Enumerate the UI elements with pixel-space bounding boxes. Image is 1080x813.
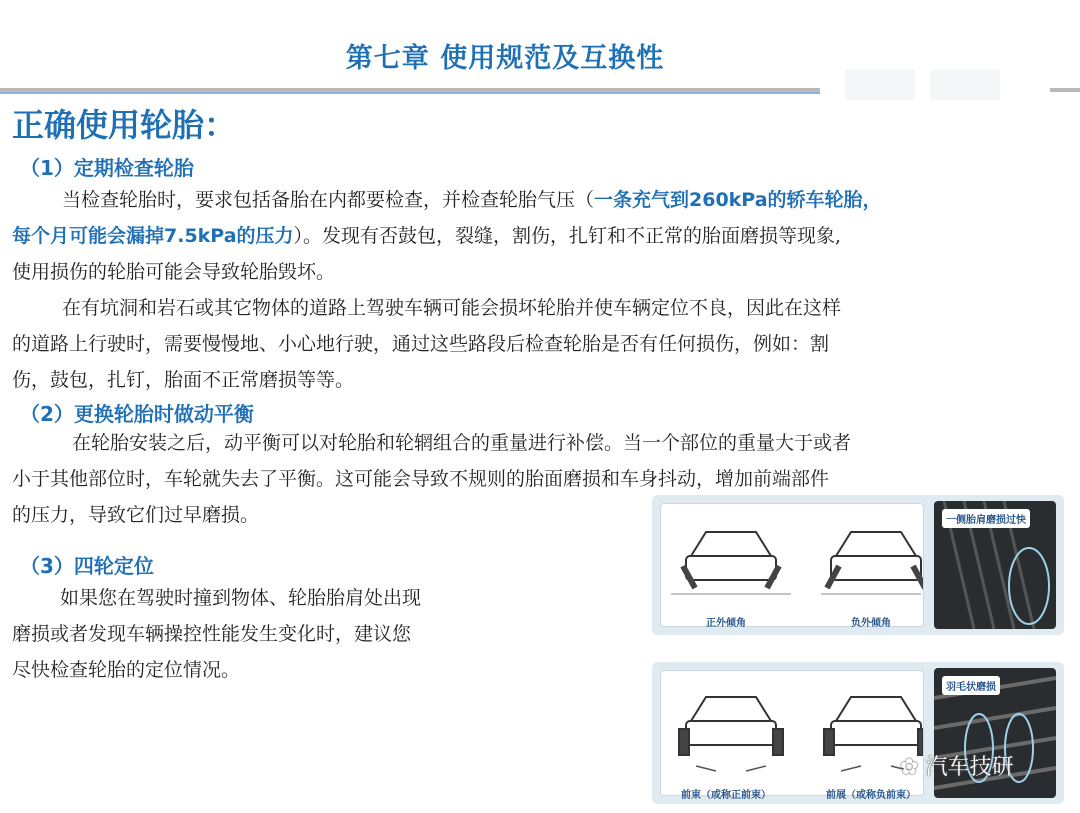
section-1-text: ）。发现有否鼓包，裂缝，割伤，扎钉和不正常的胎面磨损等现象, xyxy=(293,225,842,247)
header-decoration xyxy=(930,70,1000,100)
tire-wear-photo xyxy=(934,501,1056,629)
section-2-text: 在轮胎安装之后，动平衡可以对轮胎和轮辋组合的重量进行补偿。当一个部位的重量大于或者 xyxy=(72,432,852,454)
figure-caption: 正外倾角 xyxy=(706,618,746,629)
header-rule-right xyxy=(1050,88,1080,92)
car-front-icon xyxy=(661,671,923,797)
figure-caption: 前展（或称负前束） xyxy=(826,790,916,801)
section-3-text: 如果您在驾驶时撞到物体、轮胎胎肩处出现 xyxy=(60,587,422,609)
section-2-title: （2）更换轮胎时做动平衡 xyxy=(20,402,254,426)
page-heading: 正确使用轮胎： xyxy=(12,106,237,144)
section-1-text: 使用损伤的轮胎可能会导致轮胎毁坏。 xyxy=(12,261,336,283)
header-rule-accent xyxy=(0,92,820,94)
photo-label: 一侧胎肩磨损过快 xyxy=(942,509,1030,528)
toe-figure xyxy=(652,662,1064,804)
watermark-text: 汽车技研 xyxy=(925,755,1014,780)
wechat-icon: ✿ xyxy=(900,755,919,780)
camber-diagram xyxy=(660,503,924,627)
chapter-title: 第七章 使用规范及互换性 xyxy=(345,43,665,74)
figure-caption: 负外倾角 xyxy=(851,618,891,629)
section-1-text: 当检查轮胎时，要求包括备胎在内都要检查，并检查轮胎气压（ xyxy=(62,189,595,211)
section-2-text: 小于其他部位时，车轮就失去了平衡。这可能会导致不规则的胎面磨损和车身抖动，增加前端部件 xyxy=(12,468,830,490)
camber-figure xyxy=(652,495,1064,635)
section-1-title: （1）定期检查轮胎 xyxy=(20,156,194,180)
section-1-text: 的道路上行驶时，需要慢慢地、小心地行驶，通过这些路段后检查轮胎是否有任何损伤，例如：割 xyxy=(12,333,830,355)
pressure-highlight: 每个月可能会漏掉7.5kPa的压力 xyxy=(12,225,294,247)
section-1-text: 在有坑洞和岩石或其它物体的道路上驾驶车辆可能会损坏轮胎并使车辆定位不良，因此在这样 xyxy=(62,297,842,319)
watermark xyxy=(900,750,1013,781)
section-3-text: 尽快检查轮胎的定位情况。 xyxy=(12,659,241,681)
pressure-highlight: 一条充气到260kPa的轿车轮胎， xyxy=(594,189,882,211)
toe-diagram xyxy=(660,670,924,801)
section-1-text: 伤，鼓包，扎钉，胎面不正常磨损等等。 xyxy=(12,369,355,391)
section-3-body xyxy=(12,580,532,688)
section-1-body xyxy=(12,182,1057,398)
header-decoration xyxy=(845,70,915,100)
photo-label: 羽毛状磨损 xyxy=(942,676,1000,695)
car-front-icon xyxy=(661,504,923,628)
section-3-title: （3）四轮定位 xyxy=(20,554,154,578)
figure-caption: 前束（或称正前束） xyxy=(681,790,771,801)
section-3-text: 磨损或者发现车辆操控性能发生变化时，建议您 xyxy=(12,623,412,645)
section-2-text: 的压力，导致它们过早磨损。 xyxy=(12,504,260,526)
